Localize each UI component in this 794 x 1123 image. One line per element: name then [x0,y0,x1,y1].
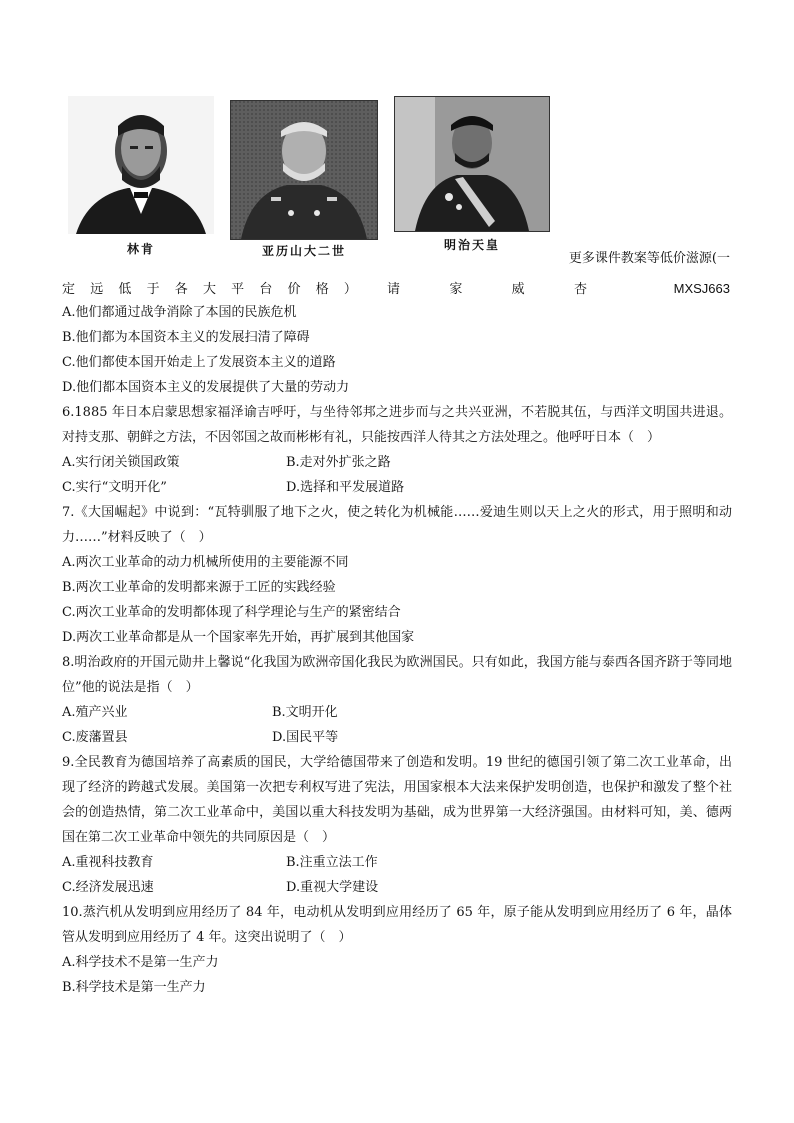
q9-option-d: D.重视大学建设 [286,880,379,895]
q9-options-row-2 [62,875,732,900]
promo-words [387,278,587,297]
q6-option-c: C.实行“文明开化” [62,480,167,495]
promo-spread-text [62,278,357,297]
q6-option-a: A.实行闭关锁国政策 [62,455,180,470]
q9-option-a: A.重视科技教育 [62,855,154,870]
promo-word: 杏 [573,282,587,297]
q6-option-d: D.选择和平发展道路 [286,480,405,495]
promo-char: 价 [287,282,301,297]
promo-char: 低 [118,282,132,297]
q5-option-c: C.他们都使本国开始走上了发展资本主义的道路 [62,355,336,370]
q8-options-row-1 [62,700,732,725]
q6-options-row-2 [62,475,732,500]
promo-line-2-left [62,278,587,297]
questions [62,300,732,1000]
q6-option-b: B.走对外扩张之路 [286,455,391,470]
q7-stem: 7.《大国崛起》中说到：“瓦特驯服了地下之火，使之转化为机械能……爱迪生则以天上之火的形式，用于照明和动力……”材料反映了（ ） [62,505,732,545]
promo-word: 家 [449,282,463,297]
meiji-photo [394,96,550,232]
promo-char: 平 [231,282,245,297]
q7-option-d: D.两次工业革命都是从一个国家率先开始，再扩展到其他国家 [62,630,415,645]
portrait-row [68,96,548,261]
q7-option-b: B.两次工业革命的发明都来源于工匠的实践经验 [62,580,336,595]
q7-option-a: A.两次工业革命的动力机械所使用的主要能源不同 [62,555,349,570]
q9-option-b: B.注重立法工作 [286,855,378,870]
promo-char: 台 [259,282,273,297]
lincoln-photo [68,96,214,234]
caption-lincoln: 林肯 [126,242,155,256]
q8-option-b: B.文明开化 [272,705,338,720]
promo-char: 格 [315,282,329,297]
q9-option-c: C.经济发展迅速 [62,880,154,895]
promo-char: 定 [62,282,76,297]
promo-code: MXSJ663 [673,281,730,296]
promo-line-1: 更多课件教案等低价滋源(一 [568,251,730,266]
promo-char: 各 [174,282,188,297]
promo-char: 大 [202,282,216,297]
promo-line-2 [62,278,730,297]
q10-option-a: A.科学技术不是第一生产力 [62,955,219,970]
q9-options-row-1 [62,850,732,875]
promo-word: 威 [511,282,525,297]
q8-stem: 8.明治政府的开国元勋井上馨说“化我国为欧洲帝国化我民为欧洲国民。只有如此，我国方能与泰西各国齐跻于等同地位”他的说法是指（ ） [62,655,732,695]
q8-option-a: A.殖产兴业 [62,705,128,720]
q5-option-d: D.他们都本国资本主义的发展提供了大量的劳动力 [62,380,350,395]
q8-option-c: C.废藩置县 [62,730,128,745]
q8-option-d: D.国民平等 [272,730,339,745]
q7-option-c: C.两次工业革命的发明都体现了科学理论与生产的紧密结合 [62,605,401,620]
q6-options-row-1 [62,450,732,475]
promo-word: 请 [387,282,401,297]
alexander-photo [230,100,378,240]
q9-stem: 9.全民教育为德国培养了高素质的国民，大学给德国带来了创造和发明。19 世纪的德国引领了第二次工业革命，出现了经济的跨越式发展。美国第一次把专利权写进了宪法，用国家根本大法来保护发明创造，也保护和激发了整个社会的创造热情，第二次工业革命中，美国以重大科技发明为基础，成为世界第一大经济强国。由材料可知，美、德两国在第二次工业革命中领先的共同原因是（ ） [62,755,732,845]
promo-char: 于 [146,282,160,297]
caption-meiji: 明治天皇 [443,238,500,252]
q10-option-b: B.科学技术是第一生产力 [62,980,206,995]
promo-char: ） [343,282,357,297]
q5-option-a: A.他们都通过战争消除了本国的民族危机 [62,305,297,320]
promo-char: 远 [90,282,104,297]
q5-option-b: B.他们都为本国资本主义的发展扫清了障碍 [62,330,310,345]
q6-stem: 6.1885 年日本启蒙思想家福泽谕吉呼吁，与坐待邻邦之进步而与之共兴亚洲，不若脱其伍，与西洋文明国共进退。对持支那、朝鲜之方法，不因邻国之故而彬彬有礼，只能按西洋人待其之方法处理之。他呼吁日本（ ） [62,405,732,445]
q8-options-row-2 [62,725,732,750]
q10-stem: 10.蒸汽机从发明到应用经历了 84 年，电动机从发明到应用经历了 65 年，原子能从发明到应用经历了 6 年，晶体管从发明到应用经历了 4 年。这突出说明了（ ） [62,905,732,945]
caption-alexander-ii: 亚历山大二世 [261,244,346,258]
